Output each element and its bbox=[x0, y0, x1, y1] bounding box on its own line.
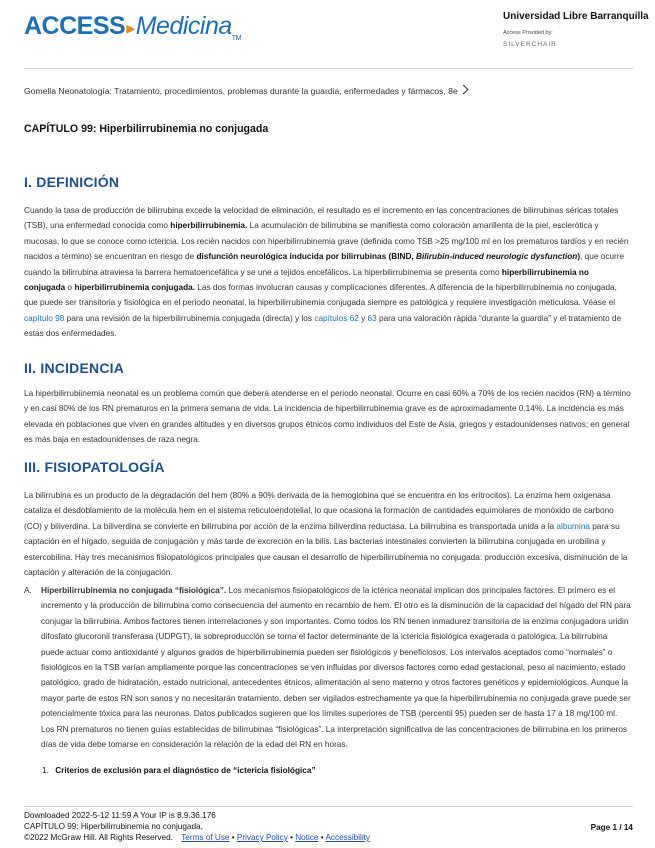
list-marker: A. bbox=[24, 586, 32, 595]
terms-of-use-link[interactable]: Terms of Use bbox=[181, 833, 230, 842]
provider-logo: SILVERCHAIR bbox=[503, 41, 557, 48]
link-albumina[interactable]: albumina bbox=[556, 521, 590, 531]
sub-list-item-1 bbox=[42, 766, 316, 775]
link-capitulo-63[interactable]: 63 bbox=[367, 313, 377, 323]
breadcrumb[interactable] bbox=[24, 86, 467, 96]
text-run: o bbox=[65, 283, 75, 293]
text-run: Cuando la tasa de producción de bilirrubina excede la velocidad de eliminación, el resultado es el incremento en las concentraciones de bilirrubinas séricas totales (TSB), una enfermedad conocida como bbox=[24, 206, 619, 231]
copyright-text: ©2022 McGraw Hill. All Rights Reserved. bbox=[24, 833, 173, 842]
definicion-paragraph bbox=[24, 203, 632, 342]
list-item-a bbox=[24, 583, 632, 752]
bold-term: hiperbilirrubinemia no conjugada bbox=[24, 267, 589, 293]
chapter-title: CAPÍTULO 99: Hiperbilirrubinemia no conjugada bbox=[24, 123, 269, 135]
page-footer bbox=[24, 810, 633, 843]
footer-legal-line bbox=[24, 832, 633, 843]
bold-term: hiperbilirrubinemia. bbox=[170, 221, 248, 231]
list-item-text: Los mecanismos fisiopatológicos de la ictérica neonatal implican dos principales factores. El primero es el incremento y la producción de bilirrubina como consecuencia del aumento en recambio de hem. El otro es la disminución de la capacidad del hígado del RN para conjugar la bilirrubina. Ambos factores tienen interrelaciones y son importantes. Como todos los RN tienen inmadurez transitoria de la enzima conjugadora uridin difosfato glucoronil transferasa (UDPGT), la sobreproducción se torna el factor determinante de la ictericia fisiológica exagerada o patológica. La bilirrubina puede actuar como antioxidante y algunos grados de hiperbilirrubinemia pueden ser fisiológicos y beneficiosos. Los intervalos aceptados como “normales” o fisiológicos en la TSB varían ampliamente porque las concentraciones se ven influidas por diversos factores como edad gestacional, peso al nacimiento, estado patológico, grado de hidratación, estado nutricional, antecedentes étnicos, alimentación al seno materno y otros factores genéticos y epidemiológicos. Aunque la mayor parte de estos RN son sanos y no necesitarán tratamiento, deben ser vigilados estrechamente ya que la hiperbilirrubinemia no conjugada grave puede ser potencialmente tóxica para las neuronas. Datos publicados sugieren que los límites superiores de TSB (percentil 95) pueden ser de hasta 17 a 18 mg/100 ml. Los RN prematuros no tienen guías establecidas de bilirrubinas “fisiológicas”. La interpretación significativa de las concentraciones de bilirrubina en los primeros días de vida debe tomarse en consideración la relación de la edad del RN en horas. bbox=[41, 586, 631, 750]
header-divider bbox=[24, 68, 633, 69]
page-number: Page 1 / 14 bbox=[590, 823, 633, 832]
logo-arrow-icon: ▸ bbox=[126, 18, 135, 38]
list-item-title: Hiperbilirrubinemia no conjugada “fisiológica”. bbox=[41, 586, 227, 595]
text-run: y bbox=[358, 313, 368, 323]
institution-name: Universidad Libre Barranquilla bbox=[503, 11, 649, 22]
text-run: La acumulación de bilirrubina se manifiesta como coloración amarillenta de la piel, esclerótica y mucosas, lo que se conoce como ictericia. Los recién nacidos con hiperbilirrubinemia grave (definida como TSB >25 mg/100 ml en los prematuros tardíos y en recién nacidos a término) se encuentran en riesgo de bbox=[24, 221, 629, 262]
breadcrumb-book-title[interactable]: Gomella Neonatología: Tratamiento, procedimientos, problemas durante la guardia, enfermedades y fármacos, 8e bbox=[24, 86, 458, 96]
incidencia-paragraph: La hiperbilirrubiinemia neonatal es un problema común que deberá atenderse en el periodo neonatal. Ocurre en casi 60% a 70% de los recién nacidos (RN) a término y en casi 80% de los RN prematuros en la primera semana de vida. La incidencia de hiperbilirrubinemia grave es de aproximadamente 0.14%. La incidencia es más elevada en poblaciones que viven en grandes altitudes y en diversos grupos étnicos como individuos del Este de Asia, griegos y estadounidenses nativos; en general es más baja en estadounidenses de raza negra. bbox=[24, 389, 631, 445]
text-run: para una valoración rápida “durante la guardia” y el tratamiento de estas dos enfermedades. bbox=[24, 313, 622, 339]
text-run: La bilirrubina es un producto de la degradación del hem (80% a 90% derivada de la hemoglobina que se encuentra en los eritrocitos). La enzima hem oxigenasa cataliza el desdoblamiento de la molécula hem en el sistema reticuloendotelial, lo que ocasiona la formación de cantidades equimolares de monóxido de carbono (CO) y biliverdina. La biliverdina se convierte en bilirrubina por acción de la enzima biliverdina reductasa. La bilirrubina es transportada unida a la bbox=[24, 491, 614, 531]
bold-term: hiperbilirrubinemia conjugada. bbox=[74, 283, 196, 293]
section-heading-definicion: I. DEFINICIÓN bbox=[24, 174, 120, 190]
italic-term: Bilirubin-induced neurologic dysfunction bbox=[416, 252, 578, 262]
text-run: para una revisión de la hiperbilirrubinemia conjugada (directa) y los bbox=[64, 313, 315, 323]
text-run: para su captación en el hígado, seguida de conjugación y más tarde de excreción en la bilis. Las bacterias intestinales convierten la bilirrubina conjugada en urobilina y estercobilina. Hay tres mecanismos fisiopatológicos principales que causan el desarrollo de hiperbilirrubinemia no conjugada: producción excesiva, disminución de la captación y alteración de la conjugación. bbox=[24, 521, 628, 578]
sub-list-title: Criterios de exclusión para el diagnóstico de “ictericia fisiológica” bbox=[55, 766, 316, 775]
bold-term: disfunción neurológica inducida por bilirrubinas (BIND, bbox=[196, 252, 416, 262]
text-run: , que ocurre cuando la bilirrubina atraviesa la barrera hematoencefálica y se une a tejidos encefálicos. La hiperbilirrubinemia se presenta como bbox=[24, 252, 625, 277]
section-heading-incidencia: II. INCIDENCIA bbox=[24, 360, 125, 376]
site-header bbox=[0, 0, 655, 68]
privacy-policy-link[interactable]: Privacy Policy bbox=[236, 833, 288, 842]
download-info: Downloaded 2022-5-12 11:59 A Your IP is 8.9.36.176 bbox=[24, 811, 216, 820]
separator: • bbox=[287, 833, 296, 842]
text-run: Las dos formas involucran causas y complicaciones diferentes. A diferencia de la hiperbilirrubinemia no conjugada, que puede ser transitoria y fisiológica en el periodo neonatal, la hiperbilirrubinemia conjugada siempre es patológica y requiere investigación meticulosa. Véase el bbox=[24, 283, 617, 308]
notice-link[interactable]: Notice bbox=[295, 833, 319, 842]
separator: • bbox=[318, 833, 326, 842]
footer-chapter-title: CAPÍTULO 99: Hiperbilirrubinemia no conjugada, bbox=[24, 822, 203, 831]
section-heading-fisiopatologia: III. FISIOPATOLOGÍA bbox=[24, 459, 165, 475]
separator: • bbox=[229, 833, 237, 842]
logo-access-text: ACCESS bbox=[24, 12, 126, 40]
bold-term: ) bbox=[577, 252, 581, 262]
fisiopatologia-paragraph bbox=[24, 488, 632, 580]
access-provided-by: Access Provided by: bbox=[503, 30, 553, 36]
accessibility-link[interactable]: Accessibility bbox=[325, 833, 371, 842]
logo-trademark: TM bbox=[231, 35, 241, 42]
chevron-right-icon bbox=[458, 85, 468, 95]
link-capitulo-62[interactable]: capítulos 62 bbox=[314, 313, 359, 323]
sub-list-marker: 1. bbox=[42, 766, 49, 775]
access-medicina-logo[interactable] bbox=[24, 12, 241, 42]
logo-medicina-text: Medicina bbox=[135, 12, 232, 40]
link-capitulo-98[interactable]: capítulo 98 bbox=[24, 313, 65, 323]
footer-divider bbox=[24, 806, 633, 807]
